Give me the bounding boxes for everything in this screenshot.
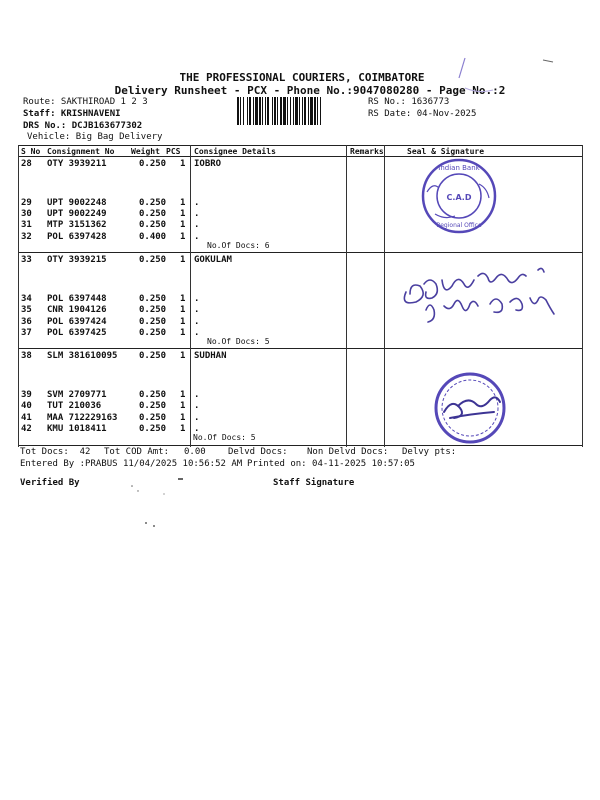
table-col-divider	[190, 145, 191, 447]
row-pcs: 1	[180, 351, 186, 361]
col-header-weight: Weight	[131, 147, 160, 156]
group-docs-count: No.Of Docs: 5	[207, 337, 270, 346]
row-consignee: .	[194, 232, 200, 242]
row-serial: 37	[21, 328, 32, 338]
col-header-seal: Seal & Signature	[407, 147, 485, 156]
row-pcs: 1	[180, 424, 186, 434]
route-label: Route: SAKTHIROAD 1 2 3	[23, 97, 148, 107]
row-pcs: 1	[180, 232, 186, 242]
row-weight: 0.250	[139, 255, 167, 265]
row-consignee: .	[194, 317, 200, 327]
row-serial: 31	[21, 220, 32, 230]
row-consignment: POL 6397424	[47, 317, 107, 327]
row-pcs: 1	[180, 328, 186, 338]
group-divider	[18, 252, 582, 253]
row-weight: 0.250	[139, 198, 167, 208]
row-weight: 0.250	[139, 294, 167, 304]
row-consignee: .	[194, 198, 200, 208]
rs-number: RS No.: 1636773	[368, 97, 450, 107]
row-consignee: .	[194, 390, 200, 400]
row-weight: 0.250	[139, 328, 167, 338]
row-consignee: .	[194, 424, 200, 434]
stamp-center-text: C.A.D	[446, 193, 472, 202]
row-consignee: .	[194, 220, 200, 230]
row-consignee: .	[194, 305, 200, 315]
total-cod-label: Tot COD Amt:	[104, 447, 170, 457]
col-header-consignee: Consignee Details	[194, 147, 276, 156]
row-serial: 36	[21, 317, 32, 327]
row-weight: 0.250	[139, 317, 167, 327]
row-pcs: 1	[180, 413, 186, 423]
row-consignee: .	[194, 209, 200, 219]
row-consignee: .	[194, 401, 200, 411]
row-consignee: .	[194, 413, 200, 423]
total-docs: Tot Docs: 42	[20, 447, 91, 457]
row-serial: 32	[21, 232, 32, 242]
staff-signature-label: Staff Signature	[273, 478, 355, 488]
row-consignee: GOKULAM	[194, 255, 232, 265]
table-col-divider	[346, 145, 347, 447]
row-serial: 28	[21, 159, 32, 169]
row-consignment: UPT 9002249	[47, 209, 107, 219]
rs-date: RS Date: 04-Nov-2025	[368, 109, 477, 119]
smudge-marks	[120, 478, 190, 530]
row-consignment: KMU 1018411	[47, 424, 107, 434]
row-consignment: POL 6397425	[47, 328, 107, 338]
col-header-consignment: Consignment No	[47, 147, 115, 156]
row-consignment: OTY 3939215	[47, 255, 107, 265]
row-pcs: 1	[180, 220, 186, 230]
row-consignment: MTP 3151362	[47, 220, 107, 230]
row-consignment: MAA 712229163	[47, 413, 118, 423]
row-consignee: SUDHAN	[194, 351, 227, 361]
row-pcs: 1	[180, 390, 186, 400]
row-consignment: SLM 381610095	[47, 351, 118, 361]
entered-by: Entered By :PRABUS 11/04/2025 10:56:52 AM	[20, 459, 243, 469]
verified-by-label: Verified By	[20, 478, 80, 488]
row-consignment: POL 6397448	[47, 294, 107, 304]
row-pcs: 1	[180, 198, 186, 208]
row-weight: 0.250	[139, 209, 167, 219]
stamp-bank-name: Indian Bank	[438, 164, 480, 172]
row-consignment: OTY 3939211	[47, 159, 107, 169]
row-serial: 42	[21, 424, 32, 434]
row-consignment: UPT 9002248	[47, 198, 107, 208]
table-top-rule	[18, 145, 582, 146]
row-weight: 0.250	[139, 413, 167, 423]
faint-mark	[455, 48, 565, 98]
row-pcs: 1	[180, 317, 186, 327]
row-consignee: IOBRO	[194, 159, 222, 169]
row-serial: 33	[21, 255, 32, 265]
row-consignee: .	[194, 294, 200, 304]
row-serial: 34	[21, 294, 32, 304]
runsheet-title: Delivery Runsheet - PCX - Phone No.:9047080280 - Page No.:2	[114, 84, 506, 97]
round-seal-stamp	[430, 368, 510, 448]
table-col-divider	[384, 145, 385, 447]
row-consignment: SVM 2709771	[47, 390, 107, 400]
col-header-pcs: PCS	[166, 147, 181, 156]
row-serial: 30	[21, 209, 32, 219]
col-header-remarks: Remarks	[350, 147, 384, 156]
row-serial: 40	[21, 401, 32, 411]
row-serial: 35	[21, 305, 32, 315]
bank-seal-stamp	[415, 156, 503, 236]
row-consignment: TUT 210036	[47, 401, 102, 411]
row-weight: 0.400	[139, 232, 167, 242]
row-weight: 0.250	[139, 424, 167, 434]
col-header-sno: S No	[21, 147, 41, 156]
row-weight: 0.250	[139, 159, 167, 169]
row-consignee: .	[194, 328, 200, 338]
group-docs-count: No.Of Docs: 5	[193, 433, 256, 442]
non-delivered-docs: Non Delvd Docs:	[307, 447, 389, 457]
company-title: THE PROFESSIONAL COURIERS, COIMBATORE	[179, 71, 425, 84]
row-serial: 38	[21, 351, 32, 361]
total-cod-value: 0.00	[184, 447, 206, 457]
printed-on: Printed on: 04-11-2025 10:57:05	[247, 459, 415, 469]
row-serial: 29	[21, 198, 32, 208]
stamp-bottom-text: Regional Office	[436, 222, 482, 229]
staff-label: Staff: KRISHNAVENI	[23, 109, 121, 119]
vehicle-label: Vehicle: Big Bag Delivery	[27, 132, 163, 142]
row-consignment: CNR 1904126	[47, 305, 107, 315]
row-pcs: 1	[180, 159, 186, 169]
barcode-image	[237, 97, 364, 125]
table-border-right	[582, 145, 583, 447]
row-pcs: 1	[180, 209, 186, 219]
group-divider	[18, 348, 582, 349]
row-weight: 0.250	[139, 220, 167, 230]
table-border-left	[18, 145, 19, 447]
row-pcs: 1	[180, 294, 186, 304]
row-weight: 0.250	[139, 390, 167, 400]
drs-label: DRS No.: DCJB163677302	[23, 121, 143, 131]
delivered-docs: Delvd Docs:	[228, 447, 288, 457]
row-consignment: POL 6397428	[47, 232, 107, 242]
row-weight: 0.250	[139, 305, 167, 315]
row-pcs: 1	[180, 305, 186, 315]
row-serial: 41	[21, 413, 32, 423]
row-weight: 0.250	[139, 401, 167, 411]
group-docs-count: No.Of Docs: 6	[207, 241, 270, 250]
row-pcs: 1	[180, 401, 186, 411]
delivery-points: Delvy pts:	[402, 447, 457, 457]
row-weight: 0.250	[139, 351, 167, 361]
row-pcs: 1	[180, 255, 186, 265]
handwritten-signature	[398, 262, 563, 340]
row-serial: 39	[21, 390, 32, 400]
